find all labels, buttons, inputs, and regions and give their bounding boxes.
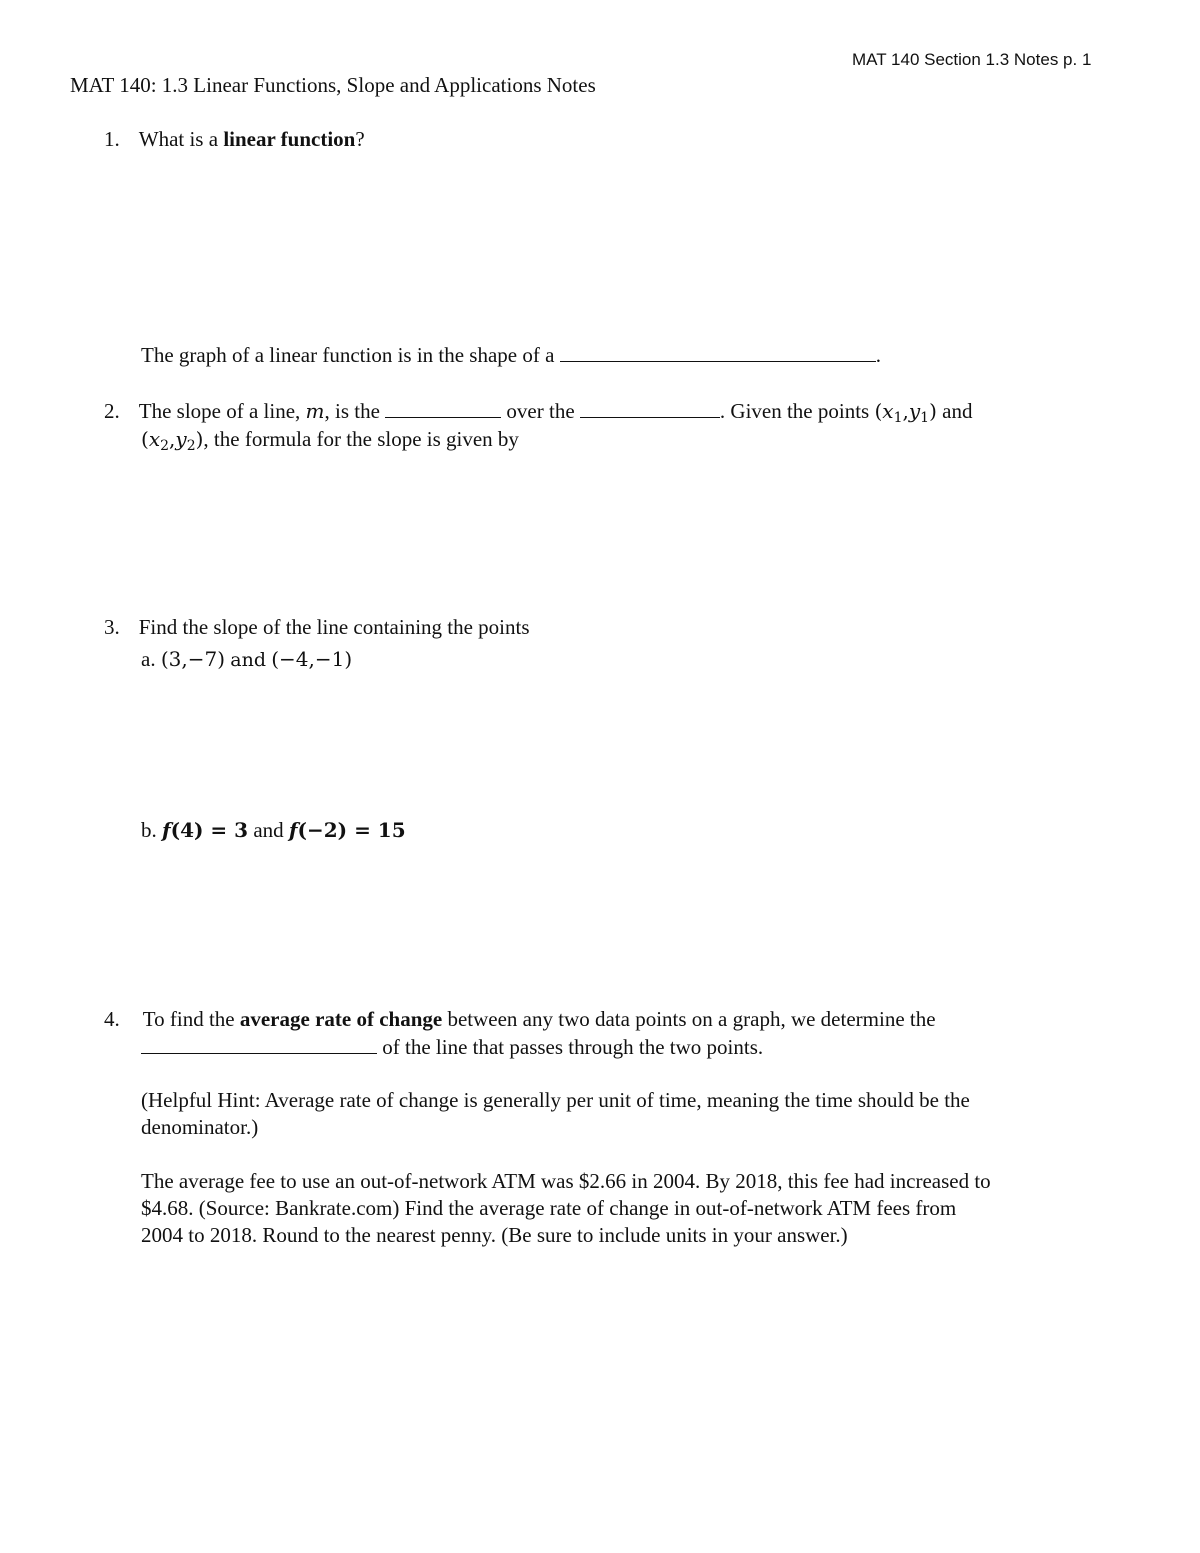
question-3 — [104, 614, 530, 641]
problem-line: $4.68. (Source: Bankrate.com) Find the average rate of change in out-of-network ATM fees from — [141, 1196, 957, 1220]
function-value-2: (−2) = 15 — [297, 818, 406, 842]
sentence-text: The graph of a linear function is in the shape of a — [141, 343, 555, 367]
point-a2: (−4,−1) — [271, 647, 353, 671]
question-2 — [104, 398, 972, 425]
question-4 — [104, 1006, 936, 1033]
slope-variable: m — [305, 399, 325, 423]
helpful-hint — [141, 1087, 970, 1141]
question-3b — [141, 817, 406, 844]
page-label: MAT 140 Section 1.3 Notes p. 1 — [852, 50, 1092, 69]
question-number: 1. — [104, 127, 120, 151]
question-text: , the formula for the slope is given by — [203, 427, 519, 451]
function-f: f — [288, 818, 298, 842]
question-text: of the line that passes through the two points. — [382, 1035, 764, 1059]
sentence-end: . — [875, 343, 881, 367]
atm-problem — [141, 1168, 991, 1249]
function-f: f — [162, 818, 171, 842]
question-text: What is a — [138, 127, 224, 151]
question-text: ? — [355, 127, 365, 151]
part-label: b. — [141, 818, 157, 842]
question-text: . Given the points — [719, 399, 875, 423]
point-1: $(x_1,y_1)$ — [874, 399, 937, 426]
answer-blank — [141, 1035, 377, 1054]
key-term: linear function — [223, 127, 356, 151]
question-number: 4. — [104, 1007, 120, 1031]
question-3a — [141, 646, 352, 674]
graph-shape-sentence — [141, 342, 881, 369]
key-term: average rate of change — [239, 1007, 443, 1031]
question-text: Find the slope of the line containing the points — [138, 615, 530, 639]
and-word: and — [253, 818, 284, 842]
question-text: , is the — [324, 399, 380, 423]
answer-blank-rise — [385, 399, 501, 418]
point-a1: (3,−7) — [160, 647, 225, 671]
question-text: over the — [506, 399, 575, 423]
question-text: The slope of a line, — [138, 399, 306, 423]
question-4-line-2 — [141, 1034, 763, 1061]
question-2-line-2 — [141, 426, 519, 453]
answer-blank-run — [580, 399, 720, 418]
question-text: and — [936, 399, 973, 423]
question-text: between any two data points on a graph, we determine the — [442, 1007, 936, 1031]
function-value-1: (4) = 3 — [170, 818, 249, 842]
point-2: $(x_2,y_2)$ — [141, 427, 204, 454]
part-label: a. — [141, 647, 156, 671]
problem-line: The average fee to use an out-of-network ATM was $2.66 in 2004. By 2018, this fee had increased to — [141, 1169, 991, 1193]
question-number: 3. — [104, 615, 120, 639]
question-number: 2. — [104, 399, 120, 423]
answer-blank — [560, 343, 876, 362]
and-word: and — [230, 649, 266, 671]
question-text: To find the — [142, 1007, 240, 1031]
hint-line: (Helpful Hint: Average rate of change is generally per unit of time, meaning the time should be the — [141, 1088, 970, 1112]
document-title: MAT 140: 1.3 Linear Functions, Slope and Applications Notes — [70, 73, 596, 97]
problem-line: 2004 to 2018. Round to the nearest penny. (Be sure to include units in your answer.) — [141, 1223, 848, 1247]
question-1 — [104, 126, 365, 153]
hint-line: denominator.) — [141, 1115, 259, 1139]
